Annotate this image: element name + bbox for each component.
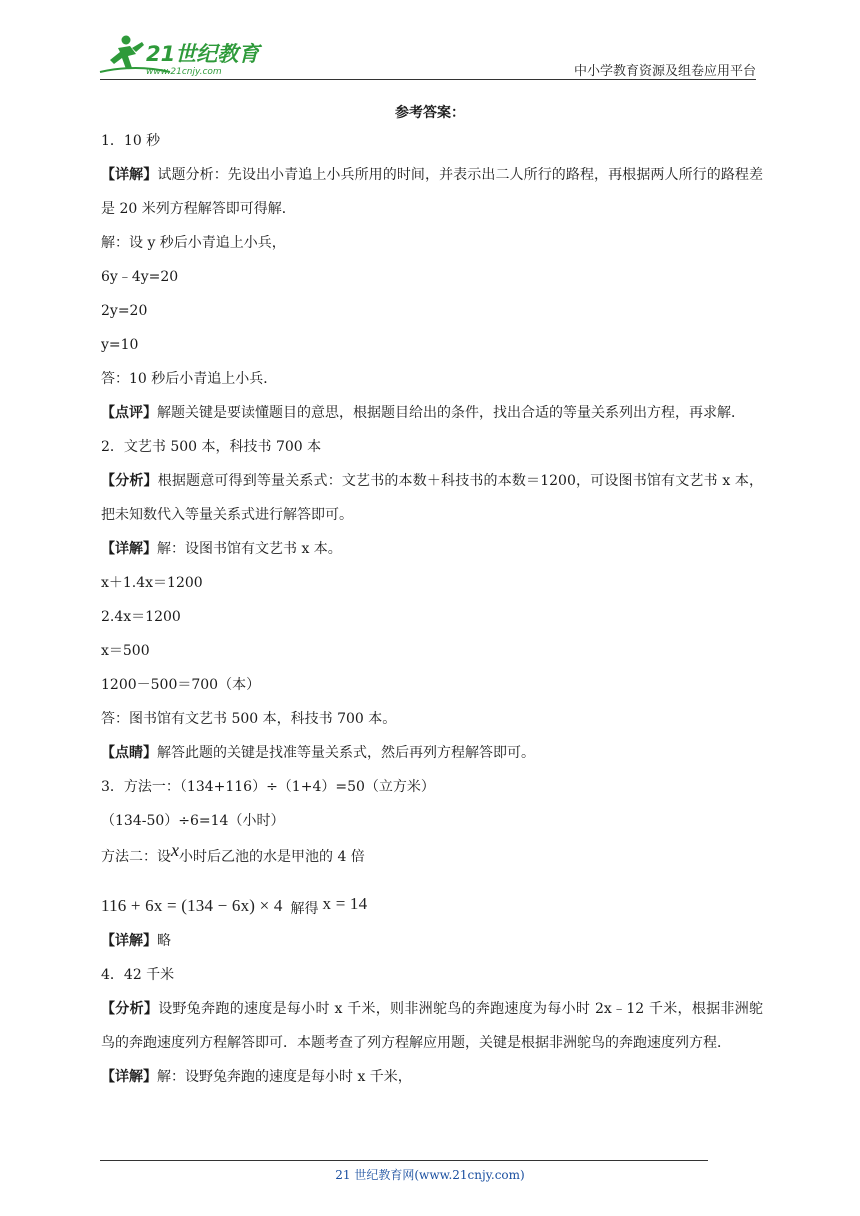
detail-tag: 【详解】 bbox=[101, 167, 158, 183]
footer-divider bbox=[100, 1160, 708, 1161]
q2-analysis-text: 根据题意可得到等量关系式：文艺书的本数＋科技书的本数＝1200，可设图书馆有文艺书 x 本，把未知数代入等量关系式进行解答即可。 bbox=[101, 473, 764, 523]
q1-line: 2y=20 bbox=[101, 303, 148, 319]
footer-link[interactable]: 21 世纪教育网(www.21cnjy.com) bbox=[335, 1168, 525, 1182]
q2-comment bbox=[101, 736, 763, 770]
q2-comment-text: 解答此题的关键是找准等量关系式，然后再列方程解答即可。 bbox=[157, 745, 535, 761]
q4-answer: 4．42 千米 bbox=[101, 967, 175, 983]
logo-text: 21世纪教育 bbox=[146, 42, 260, 66]
q2-detail bbox=[101, 532, 763, 566]
logo-url: www.21cnjy.com bbox=[146, 67, 222, 77]
q2-line: 2.4x＝1200 bbox=[101, 609, 181, 625]
q4-analysis bbox=[101, 992, 763, 1060]
q2-line: 答：图书馆有文艺书 500 本，科技书 700 本。 bbox=[101, 711, 397, 727]
q1-comment-text: 解题关键是要读懂题目的意思，根据题目给出的条件，找出合适的等量关系列出方程，再求解． bbox=[157, 405, 745, 421]
q3-equation-row bbox=[101, 874, 763, 920]
q2-line: 1200－500＝700（本） bbox=[101, 677, 261, 693]
site-logo bbox=[96, 28, 266, 80]
q1-line: 6y﹣4y=20 bbox=[101, 269, 179, 285]
q3-method1-b: （134-50）÷6=14（小时） bbox=[101, 813, 285, 829]
q3-equation: 116 + 6x = (134 − 6x) × 4 bbox=[101, 896, 283, 915]
variable-x: x bbox=[171, 840, 179, 860]
q1-detail bbox=[101, 158, 763, 226]
answer-content bbox=[101, 124, 763, 1094]
q2-line: x＋1.4x＝1200 bbox=[101, 575, 203, 591]
q4-detail bbox=[101, 1060, 763, 1094]
q1-line: y=10 bbox=[101, 337, 139, 353]
detail-tag: 【详解】 bbox=[101, 933, 157, 949]
q3-method1: 3．方法一：（134+116）÷（1+4）=50（立方米） bbox=[101, 779, 435, 795]
q3-method2 bbox=[101, 838, 763, 874]
comment-tag: 【点睛】 bbox=[101, 745, 157, 761]
q3-solution: x = 14 bbox=[322, 894, 368, 913]
q4-analysis-text: 设野兔奔跑的速度是每小时 x 千米，则非洲鸵鸟的奔跑速度为每小时 2x﹣12 千米，根据非洲鸵鸟的奔跑速度列方程解答即可．本题考查了列方程解应用题，关键是根据非洲鸵鸟的奔跑速度列方程． bbox=[101, 1001, 764, 1051]
q1-line: 答：10 秒后小青追上小兵． bbox=[101, 371, 278, 387]
q1-detail-text: 试题分析：先设出小青追上小兵所用的时间，并表示出二人所行的路程，再根据两人所行的路程差是 20 米列方程解答即可得解． bbox=[101, 167, 764, 217]
header-divider bbox=[100, 79, 756, 80]
q3-method2-post: 小时后乙池的水是甲池的 4 倍 bbox=[179, 849, 365, 865]
detail-tag: 【详解】 bbox=[101, 1069, 157, 1085]
analysis-tag: 【分析】 bbox=[101, 1001, 159, 1017]
q3-detail-text: 略 bbox=[157, 933, 171, 949]
q3-method2-pre: 方法二：设 bbox=[101, 849, 171, 865]
q2-detail-text: 解：设图书馆有文艺书 x 本。 bbox=[157, 541, 342, 557]
q2-answer: 2．文艺书 500 本，科技书 700 本 bbox=[101, 439, 322, 455]
q1-line: 解：设 y 秒后小青追上小兵， bbox=[101, 235, 286, 251]
detail-tag: 【详解】 bbox=[101, 541, 157, 557]
q2-line: x＝500 bbox=[101, 643, 150, 659]
q4-detail-text: 解：设野兔奔跑的速度是每小时 x 千米， bbox=[157, 1069, 412, 1085]
q2-analysis bbox=[101, 464, 763, 532]
comment-tag: 【点评】 bbox=[101, 405, 157, 421]
page-title: 参考答案： bbox=[395, 105, 465, 121]
platform-name: 中小学教育资源及组卷应用平台 bbox=[573, 64, 756, 79]
analysis-tag: 【分析】 bbox=[101, 473, 158, 489]
q3-detail bbox=[101, 924, 763, 958]
q1-comment bbox=[101, 396, 763, 430]
solve-label: 解得 bbox=[290, 901, 319, 917]
q1-answer: 1．10 秒 bbox=[101, 133, 161, 149]
